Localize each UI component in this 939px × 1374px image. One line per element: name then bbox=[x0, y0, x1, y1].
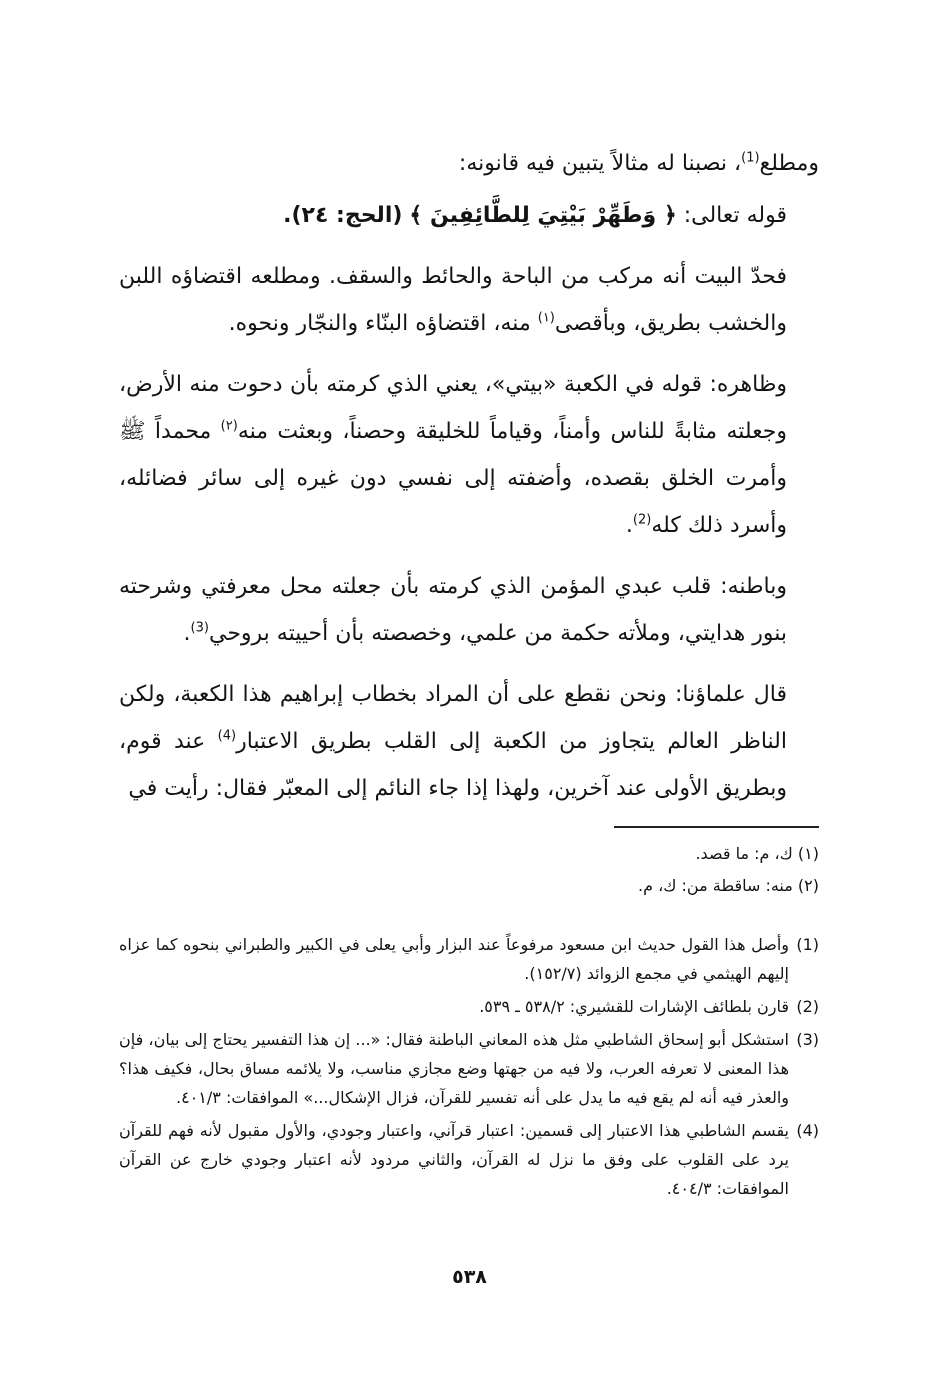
footnote-number: (1) bbox=[796, 935, 819, 954]
footnote bbox=[119, 1116, 819, 1203]
text-span: ، نصبنا له مثالاً يتبين فيه قانونه: bbox=[458, 151, 742, 176]
footnote-text: استشكل أبو إسحاق الشاطبي مثل هذه المعاني الباطنة فقال: «... إن هذا التفسير يحتاج إلى بيان، فإن هذا المعنى لا تعرفه العرب، ولا فيه من جهتها وضع مجازي مناسب، ولا يلائمه مساق بحال، فكيف هذا؟ والعذر فيه أنه لم يقع فيه ما يدل على أنه تفسير للقرآن، فزال الإشكال...» الموافقات: ٤٠١/٣. bbox=[119, 1030, 789, 1107]
paragraph-inner-meaning bbox=[119, 563, 819, 657]
paragraph-verse bbox=[119, 192, 819, 239]
text-span: منه، اقتضاؤه البنّاء والنجّار ونحوه. bbox=[228, 311, 531, 336]
footnote-ref: (٢) bbox=[220, 418, 238, 434]
paragraph-definition bbox=[119, 253, 819, 347]
text-span: . bbox=[183, 621, 191, 646]
text-span: وباطنه: قلب عبدي المؤمن الذي كرمته بأن جعلته محل معرفتي وشرحته بنور هدايتي، وملأته حكمة من علمي، وخصصته بأن أحييته بروحي bbox=[119, 574, 787, 646]
footnote-ref: (1) bbox=[741, 150, 760, 166]
text-span: . bbox=[625, 513, 633, 538]
verse-reference: (الحج: ٢٤). bbox=[283, 203, 403, 228]
editor-footnote: (١) ك، م: ما قصد. bbox=[695, 844, 819, 863]
paragraph-intro bbox=[119, 140, 819, 187]
footnote-ref: (١) bbox=[537, 310, 555, 326]
footnote-text: قارن بلطائف الإشارات للقشيري: ٥٣٨/٢ ـ ٥٣٩. bbox=[479, 997, 789, 1016]
text-span: محمداً ﷺ وأمرت الخلق بقصده، وأضفته إلى نفسي دون غيره إلى سائر فضائله، وأسرد ذلك كله bbox=[119, 419, 787, 538]
text-span: قوله تعالى: bbox=[683, 203, 787, 228]
footnote bbox=[119, 930, 819, 988]
footnote-text: وأصل هذا القول حديث ابن مسعود مرفوعاً عند البزار وأبي يعلى في الكبير والطبراني بنحوه كما عزاه إليهم الهيثمي في مجمع الزوائد (١٥٢/٧). bbox=[119, 935, 789, 983]
quran-verse: ﴿ وَطَهِّرْ بَيْتِيَ لِلطَّائِفِينَ ﴾ bbox=[409, 203, 677, 228]
text-span: وظاهره: قوله في الكعبة «بيتي»، يعني الذي كرمته بأن دحوت منه الأرض، وجعلته مثابةً للناس وأمناً، وقياماً للخليقة وحصناً، وبعثت منه bbox=[119, 372, 787, 444]
footnote-ref: (3) bbox=[190, 620, 209, 636]
text-span: ومطلع bbox=[759, 151, 819, 176]
footnotes bbox=[119, 930, 819, 1207]
footnote-ref: (4) bbox=[217, 728, 237, 744]
main-text bbox=[119, 140, 819, 812]
text-span: قال علماؤنا: ونحن نقطع على أن المراد بخطاب إبراهيم هذا الكعبة، ولكن الناظر العالم يتجاوز من الكعبة إلى القلب بطريق الاعتبار bbox=[119, 682, 787, 754]
footnote bbox=[119, 1025, 819, 1112]
text-span: فحدّ البيت أنه مركب من الباحة والحائط والسقف. ومطلعه اقتضاؤه اللبن والخشب بطريق، وبأقصى bbox=[119, 264, 787, 336]
page-number: ٥٣٨ bbox=[452, 1266, 487, 1288]
paragraph-scholars bbox=[119, 671, 819, 812]
editor-footnotes bbox=[119, 838, 819, 902]
paragraph-outer-meaning bbox=[119, 361, 819, 549]
footnote-text: يقسم الشاطبي هذا الاعتبار إلى قسمين: اعتبار قرآني، واعتبار وجودي، والأول مقبول لأنه فهم للقرآن يرد على القلوب على وفق ما نزل له القرآن، والثاني مردود لأنه اعتبار وجودي خارج عن القرآن الموافقات: ٤٠٤/٣. bbox=[119, 1121, 789, 1198]
footnote-number: (4) bbox=[796, 1121, 819, 1140]
footnote-divider bbox=[614, 826, 819, 828]
footnote-ref: (2) bbox=[632, 512, 652, 528]
footnote bbox=[119, 992, 819, 1021]
editor-footnote: (٢) منه: ساقطة من: ك، م. bbox=[638, 876, 819, 895]
text-span: عند قوم، وبطريق الأولى عند آخرين، ولهذا إذا جاء النائم إلى المعبّر فقال: رأيت في bbox=[119, 729, 787, 801]
footnote-number: (3) bbox=[796, 1030, 819, 1049]
footnote-number: (2) bbox=[796, 997, 819, 1016]
